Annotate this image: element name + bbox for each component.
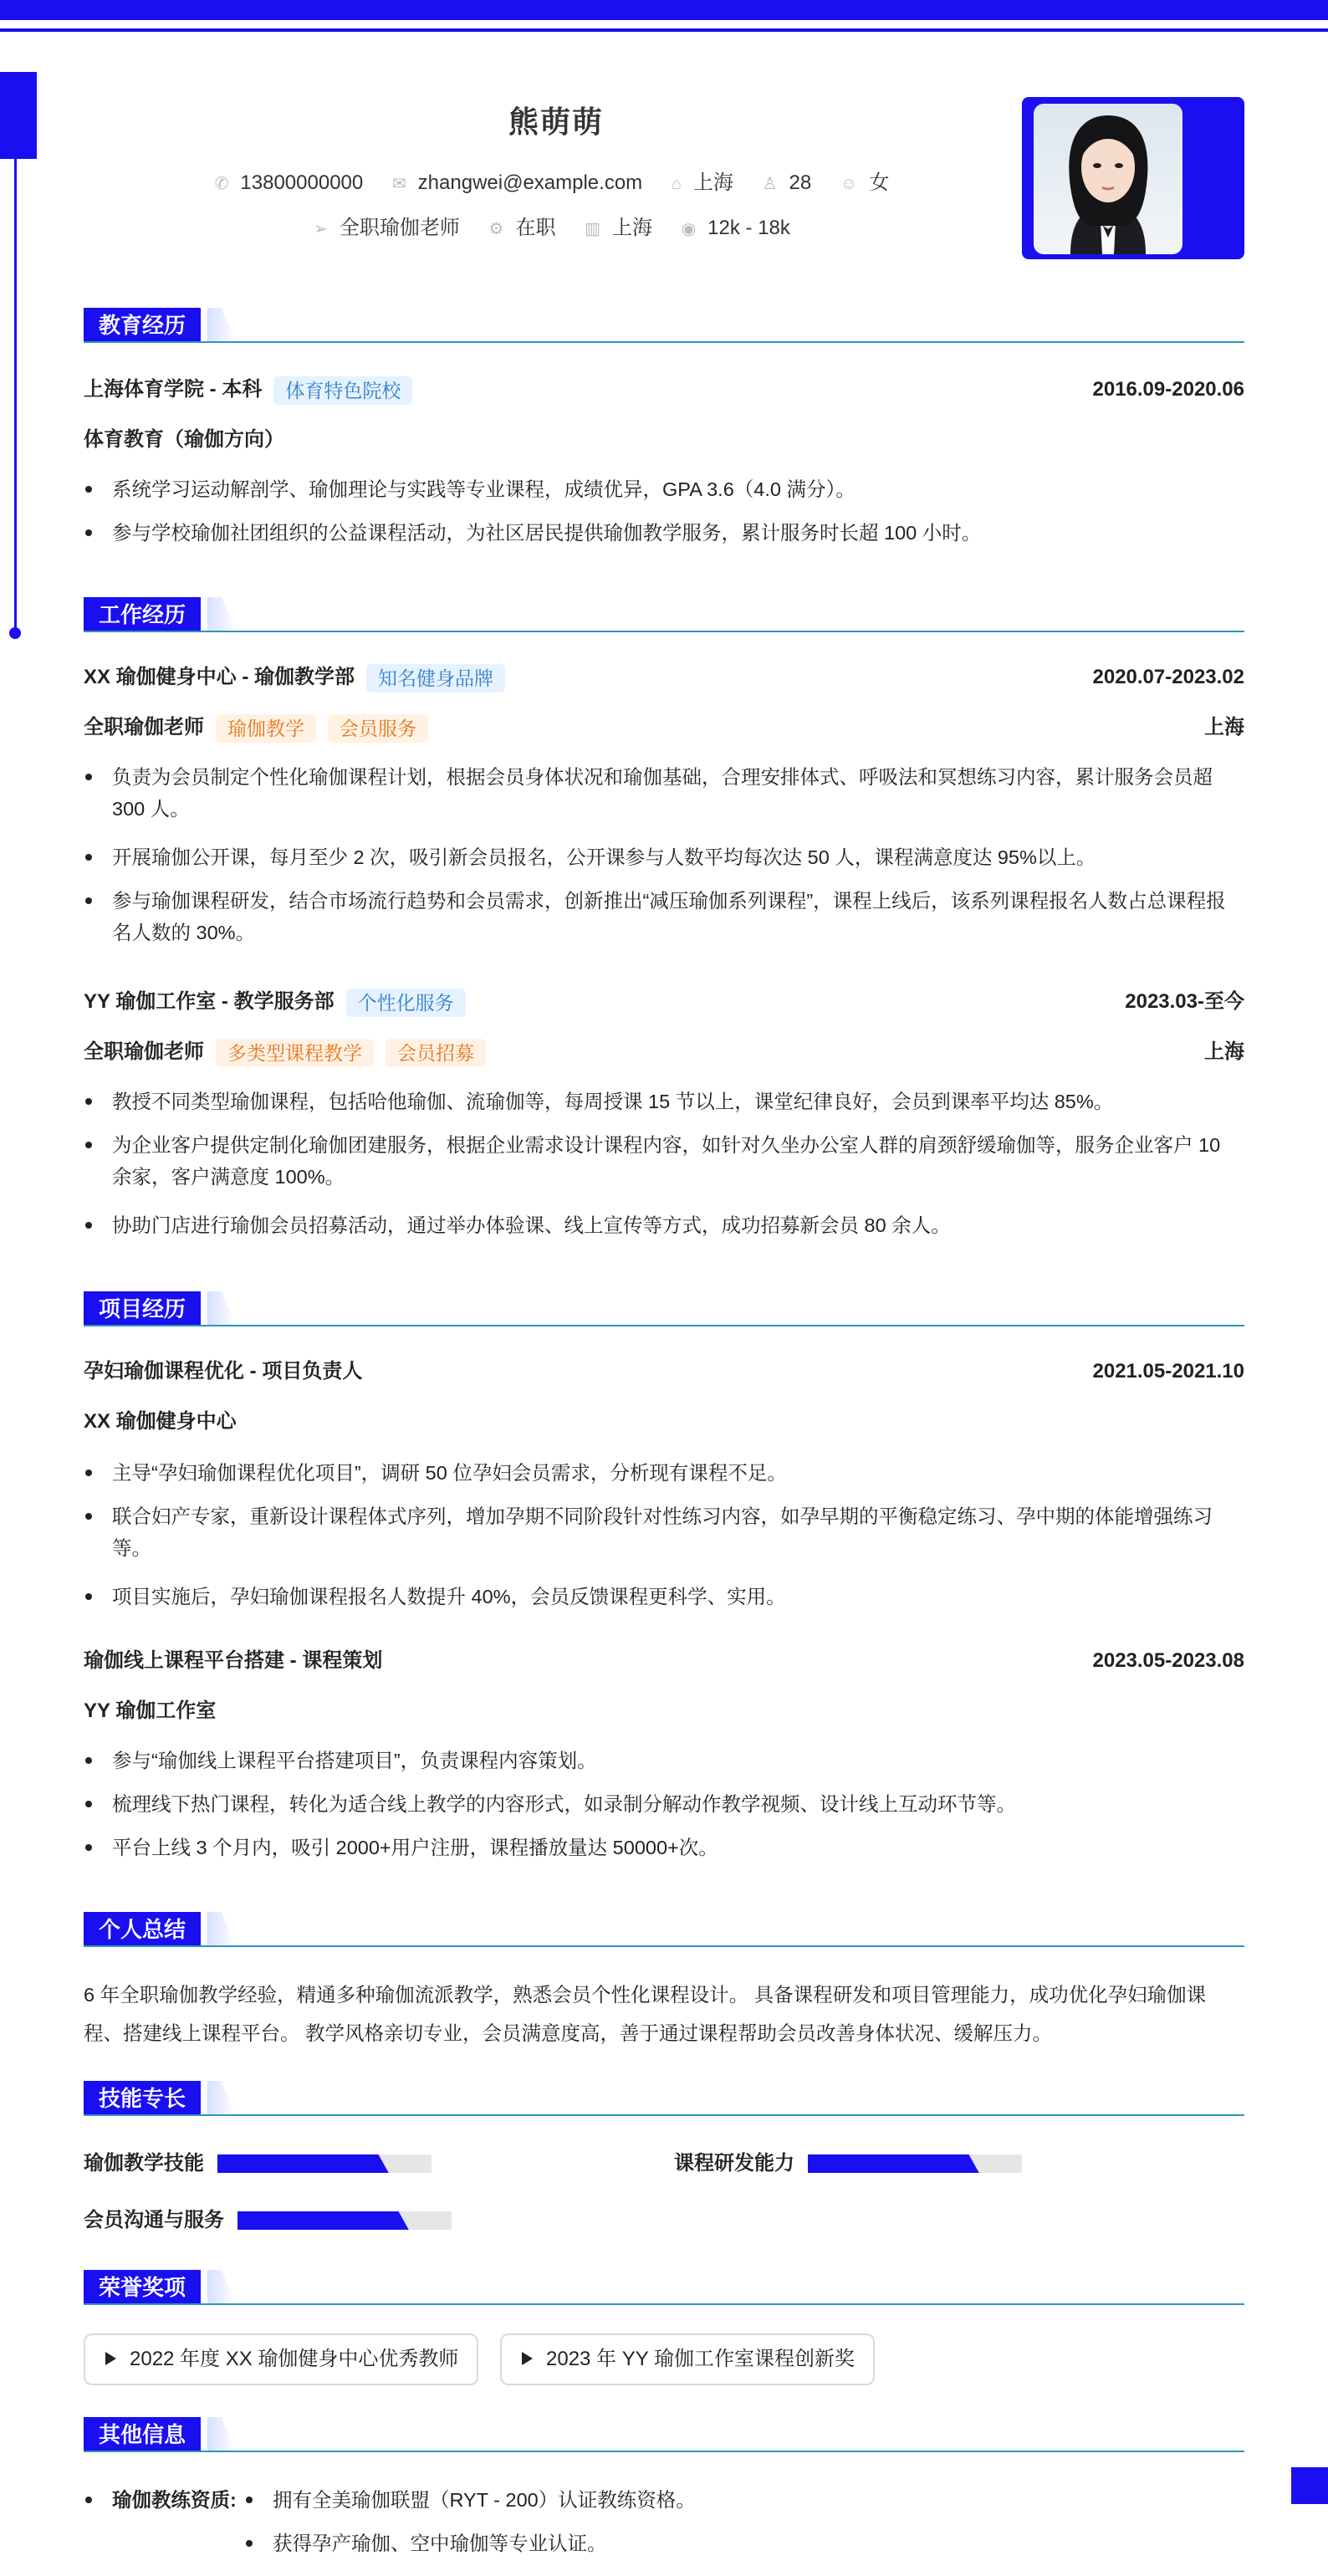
work-org: YY 瑜伽工作室 - 教学服务部 <box>84 990 335 1013</box>
project-header <box>84 1355 1244 1388</box>
age-icon: ♙ <box>762 175 778 193</box>
list-item: 参与瑜伽课程研发，结合市场流行趋势和会员需求，创新推出“减压瑜伽系列课程”，课程上线后，该系列课程报名人数占总课程报名人数的 30%。 <box>84 885 1244 948</box>
project-title: 瑜伽线上课程平台搭建 - 课程策划 <box>84 1649 383 1672</box>
top-accent-bar <box>0 0 1328 20</box>
left-accent-block <box>0 72 37 159</box>
school-name: 上海体育学院 - 本科 <box>84 378 263 401</box>
top-accent-line <box>0 28 1328 32</box>
role-tag: 瑜伽教学 <box>216 714 316 743</box>
list-item: 负责为会员制定个性化瑜伽课程计划，根据会员身体状况和瑜伽基础，合理安排体式、呼吸法和冥想练习内容，累计服务会员超 300 人。 <box>84 761 1244 825</box>
intent-status: ⚙ 在职 <box>488 217 556 239</box>
award-chip <box>84 2333 478 2385</box>
work-role: 全职瑜伽老师 <box>84 1040 204 1063</box>
project-date: 2023.05-2023.08 <box>1092 1649 1244 1672</box>
section-tab-decoration <box>207 2417 236 2452</box>
section-awards <box>84 2270 1244 2305</box>
project-date: 2021.05-2021.10 <box>1092 1360 1244 1383</box>
status-icon: ⚙ <box>488 220 504 238</box>
education-header <box>84 373 1244 406</box>
role-tag: 会员招募 <box>386 1039 486 1067</box>
section-rule <box>84 1325 1244 1326</box>
contact-row <box>109 166 995 195</box>
project-title: 孕妇瑜伽课程优化 - 项目负责人 <box>84 1360 363 1383</box>
section-title: 项目经历 <box>84 1291 201 1326</box>
avatar <box>1034 104 1182 254</box>
triangle-right-icon <box>105 2352 116 2365</box>
section-tab-decoration <box>207 308 236 343</box>
left-timeline-line <box>14 159 17 632</box>
skill-item <box>84 2208 452 2233</box>
section-title: 个人总结 <box>84 1912 201 1947</box>
contact-age: ♙ 28 <box>762 171 812 194</box>
section-project <box>84 1291 1244 1326</box>
contact-email: ✉ zhangwei@example.com <box>391 171 643 194</box>
skill-name: 课程研发能力 <box>674 2152 794 2175</box>
section-rule <box>84 341 1244 343</box>
left-timeline-dot <box>9 627 21 639</box>
project-org-row <box>84 1405 1244 1439</box>
send-icon: ➢ <box>314 220 328 238</box>
contact-phone: ✆ 13800000000 <box>214 171 364 194</box>
list-item: 教授不同类型瑜伽课程，包括哈他瑜伽、流瑜伽等，每周授课 15 节以上，课堂纪律良好，会员到课率平均达 85%。 <box>84 1086 1244 1117</box>
summary-text: 6 年全职瑜伽教学经验，精通多种瑜伽流派教学，熟悉会员个性化课程设计。 具备课程研发和项目管理能力，成功优化孕妇瑜伽课程、搭建线上课程平台。 教学风格亲切专业，会员满意度高，善于通过课程帮助会员改善身体状况、缓解压力。 <box>84 1984 1207 2044</box>
skill-name: 瑜伽教学技能 <box>84 2152 204 2175</box>
list-item: 协助门店进行瑜伽会员招募活动，通过举办体验课、线上宣传等方式，成功招募新会员 80 余人。 <box>84 1209 1244 1241</box>
award-text: 2022 年度 XX 瑜伽健身中心优秀教师 <box>130 2348 459 2370</box>
skill-bar-fill <box>808 2154 979 2173</box>
work-role: 全职瑜伽老师 <box>84 716 204 739</box>
skill-bar-fill <box>238 2211 409 2230</box>
section-rule <box>84 2303 1244 2305</box>
triangle-right-icon <box>522 2352 533 2365</box>
gender-icon: ☺ <box>840 175 858 193</box>
work-city: 上海 <box>1204 716 1244 739</box>
home-icon: ⌂ <box>671 175 682 193</box>
other-label: 瑜伽教练资质: <box>84 2484 301 2516</box>
project-header <box>84 1644 1244 1678</box>
section-tab-decoration <box>207 1912 236 1947</box>
list-item: 参与学校瑜伽社团组织的公益课程活动，为社区居民提供瑜伽教学服务，累计服务时长超 100 小时。 <box>84 517 1244 549</box>
section-title: 荣誉奖项 <box>84 2270 201 2305</box>
phone-icon: ✆ <box>214 175 229 193</box>
list-item: 梳理线下热门课程，转化为适合线上教学的内容形式，如录制分解动作教学视频、设计线上互动环节等。 <box>84 1788 1244 1820</box>
section-other <box>84 2417 1244 2452</box>
building-icon: ▥ <box>585 220 601 238</box>
school-tag: 体育特色院校 <box>273 376 412 405</box>
project-org: XX 瑜伽健身中心 <box>84 1410 237 1433</box>
award-chip <box>500 2333 875 2385</box>
work-header <box>84 661 1244 694</box>
work-org-tag: 知名健身品牌 <box>366 664 505 693</box>
section-education <box>84 308 1244 343</box>
section-rule <box>84 1945 1244 1947</box>
work-city: 上海 <box>1204 1040 1244 1063</box>
skill-bar-fill <box>217 2154 389 2173</box>
skill-bar <box>808 2154 1022 2173</box>
role-tag: 会员服务 <box>328 714 428 743</box>
work-org-tag: 个性化服务 <box>346 989 466 1017</box>
project-org: YY 瑜伽工作室 <box>84 1699 217 1722</box>
section-title: 技能专长 <box>84 2081 201 2116</box>
right-accent-block <box>1291 2467 1328 2504</box>
contact-city: ⌂ 上海 <box>671 171 733 194</box>
education-major: 体育教育（瑜伽方向） <box>84 428 284 451</box>
mail-icon: ✉ <box>391 175 406 193</box>
section-title: 教育经历 <box>84 308 201 343</box>
list-item: 项目实施后，孕妇瑜伽课程报名人数提升 40%，会员反馈课程更科学、实用。 <box>84 1581 1244 1613</box>
section-rule <box>84 631 1244 632</box>
list-item: 主导“孕妇瑜伽课程优化项目”，调研 50 位孕妇会员需求，分析现有课程不足。 <box>84 1457 1244 1489</box>
list-item: 联合妇产专家，重新设计课程体式序列，增加孕期不同阶段针对性练习内容，如孕早期的平衡稳定练习、孕中期的体能增强练习等。 <box>84 1500 1244 1564</box>
work-date: 2023.03-至今 <box>1125 990 1244 1013</box>
section-tab-decoration <box>207 2081 236 2116</box>
work-role-row <box>84 711 1244 744</box>
section-tab-decoration <box>207 1291 236 1326</box>
list-item: 系统学习运动解剖学、瑜伽理论与实践等专业课程，成绩优异，GPA 3.6（4.0 满分）。 <box>84 473 1244 505</box>
section-rule <box>84 2451 1244 2452</box>
section-work <box>84 597 1244 632</box>
work-header <box>84 985 1244 1019</box>
education-date: 2016.09-2020.06 <box>1092 378 1244 401</box>
skill-item <box>674 2151 1034 2176</box>
education-major-row <box>84 423 1244 457</box>
salary-icon: ◉ <box>681 220 697 238</box>
contact-gender: ☺ 女 <box>840 171 890 194</box>
list-item: 参与“瑜伽线上课程平台搭建项目”，负责课程内容策划。 <box>84 1745 1244 1776</box>
skill-item <box>84 2151 443 2176</box>
job-intent-row <box>109 211 995 240</box>
skill-name: 会员沟通与服务 <box>84 2209 224 2231</box>
intent-salary: ◉ 12k - 18k <box>681 217 790 239</box>
list-item: 为企业客户提供定制化瑜伽团建服务，根据企业需求设计课程内容，如针对久坐办公室人群的肩颈舒缓瑜伽等，服务企业客户 10 余家，客户满意度 100%。 <box>84 1129 1244 1193</box>
work-role-row <box>84 1035 1244 1069</box>
section-summary <box>84 1912 1244 1947</box>
work-org: XX 瑜伽健身中心 - 瑜伽教学部 <box>84 666 355 688</box>
role-tag: 多类型课程教学 <box>216 1039 374 1067</box>
section-tab-decoration <box>207 597 236 632</box>
skill-bar <box>217 2154 432 2173</box>
project-org-row <box>84 1694 1244 1728</box>
section-rule <box>84 2114 1244 2116</box>
section-skills <box>84 2081 1244 2116</box>
intent-role: ➢ 全职瑜伽老师 <box>314 217 460 239</box>
skill-bar <box>238 2211 452 2230</box>
list-item: 平台上线 3 个月内，吸引 2000+用户注册，课程播放量达 50000+次。 <box>84 1832 1244 1863</box>
section-tab-decoration <box>207 2270 236 2305</box>
work-date: 2020.07-2023.02 <box>1092 666 1244 688</box>
list-item: 拥有全美瑜伽联盟（RYT - 200）认证教练资格。 <box>244 2484 1164 2516</box>
list-item: 获得孕产瑜伽、空中瑜伽等专业认证。 <box>244 2527 1164 2559</box>
section-title: 其他信息 <box>84 2417 201 2452</box>
section-title: 工作经历 <box>84 597 201 632</box>
list-item: 开展瑜伽公开课，每月至少 2 次，吸引新会员报名，公开课参与人数平均每次达 50 人，课程满意度达 95%以上。 <box>84 841 1244 873</box>
intent-city: ▥ 上海 <box>585 217 653 239</box>
resume-name: 熊萌萌 <box>508 105 604 139</box>
award-text: 2023 年 YY 瑜伽工作室课程创新奖 <box>546 2348 855 2370</box>
